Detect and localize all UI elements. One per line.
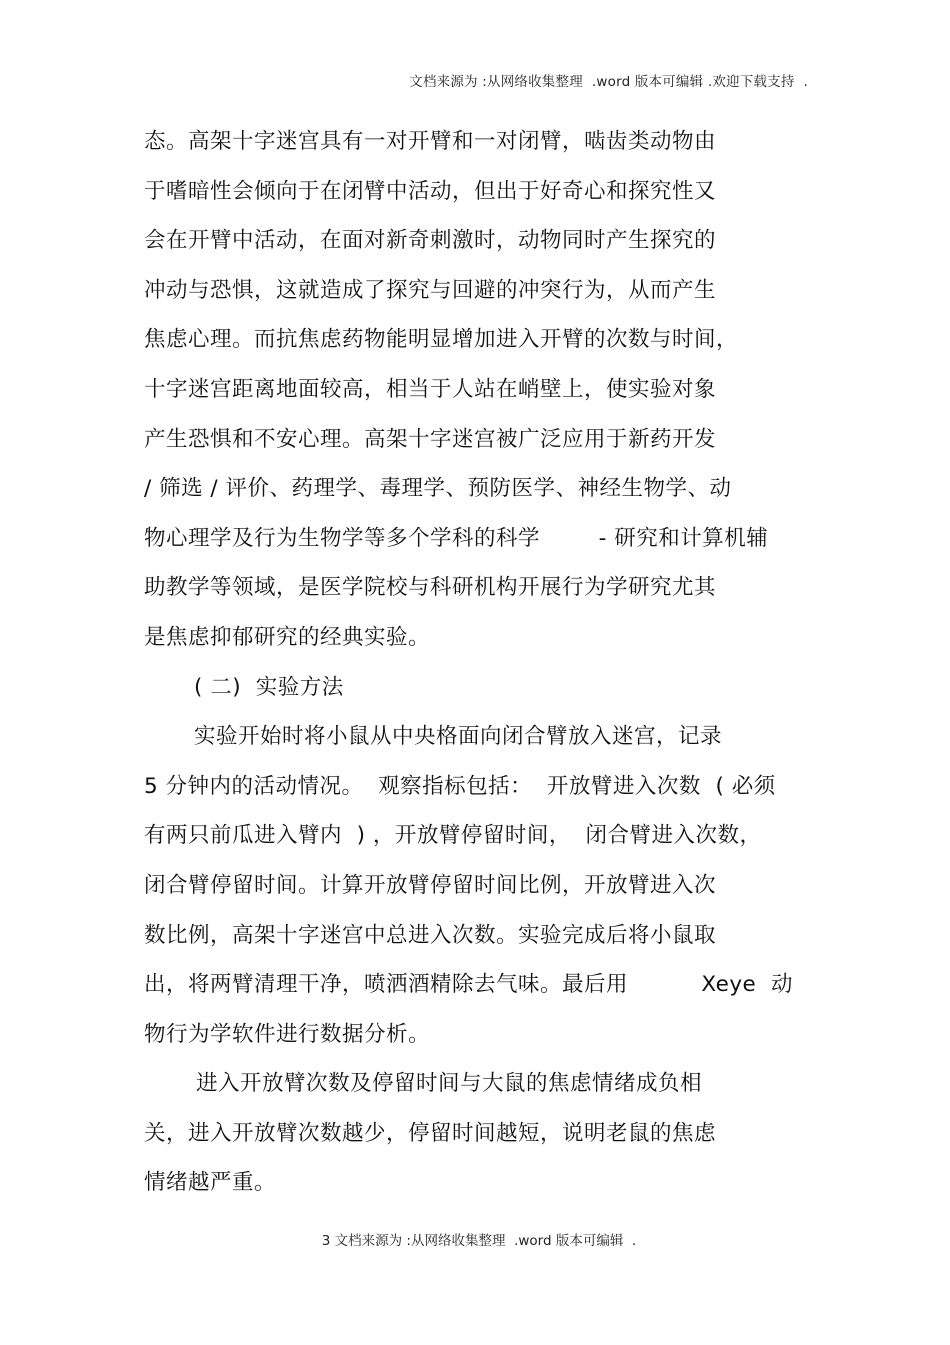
text-line: 产生恐惧和不安心理。高架十字迷宫被广泛应用于新药开发: [144, 426, 717, 452]
text-line: 物心理学及行为生物学等多个学科的科学 - 研究和计算机辅: [144, 525, 769, 551]
text-line: 会在开臂中活动，在面对新奇刺激时，动物同时产生探究的: [144, 228, 717, 254]
text-line: 态。高架十字迷宫具有一对开臂和一对闭臂，啮齿类动物由: [144, 129, 717, 154]
section-heading-text: ( 二) 实验方法: [194, 674, 344, 700]
text-line: 数比例，高架十字迷宫中总进入次数。实验完成后将小鼠取: [144, 922, 717, 948]
text-line: 十字迷宫距离地面较高，相当于人站在峭壁上，使实验对象: [144, 376, 717, 402]
text-line: 出，将两臂清理干净，喷洒酒精除去气味。最后用 Xeye 动: [144, 972, 793, 998]
text-line: 情绪越严重。: [144, 1170, 277, 1196]
text-line: 进入开放臂次数及停留时间与大鼠的焦虑情绪成负相: [196, 1071, 703, 1097]
text-line: 闭合臂停留时间。计算开放臂停留时间比例，开放臂进入次: [144, 872, 717, 898]
text-line: 物行为学软件进行数据分析。: [144, 1021, 431, 1047]
text-line: 5 分钟内的活动情况。 观察指标包括： 开放臂进入次数 ( 必须: [144, 773, 776, 799]
paragraph-conclusion: [144, 1064, 834, 1213]
text-line: 有两只前瓜进入臂内 ) ，开放臂停留时间， 闭合臂进入次数，: [144, 823, 762, 849]
text-line: / 筛选 / 评价、药理学、毒理学、预防医学、神经生物学、动: [144, 476, 732, 502]
text-line: 是焦虑抑郁研究的经典实验。: [144, 624, 431, 650]
document-body: [144, 122, 834, 1213]
page-header: 文档来源为 :从网络收集整理 .word 版本可编辑 .欢迎下载支持 .: [409, 74, 808, 90]
text-line: 于嗜暗性会倾向于在闭臂中活动，但出于好奇心和探究性又: [144, 178, 717, 204]
section-heading: [144, 668, 834, 718]
text-line: 焦虑心理。而抗焦虑药物能明显增加进入开臂的次数与时间，: [144, 327, 739, 353]
text-line: 关，进入开放臂次数越少，停留时间越短，说明老鼠的焦虑: [144, 1120, 717, 1146]
paragraph-method: [144, 717, 834, 1064]
page-footer: 3 文档来源为 :从网络收集整理 .word 版本可编辑 .: [321, 1233, 637, 1249]
paragraph-intro: [144, 122, 834, 668]
text-line: 助教学等领域，是医学院校与科研机构开展行为学研究尤其: [144, 575, 717, 601]
text-line: 实验开始时将小鼠从中央格面向闭合臂放入迷宫，记录: [194, 724, 723, 750]
text-line: 冲动与恐惧，这就造成了探究与回避的冲突行为，从而产生: [144, 277, 717, 303]
